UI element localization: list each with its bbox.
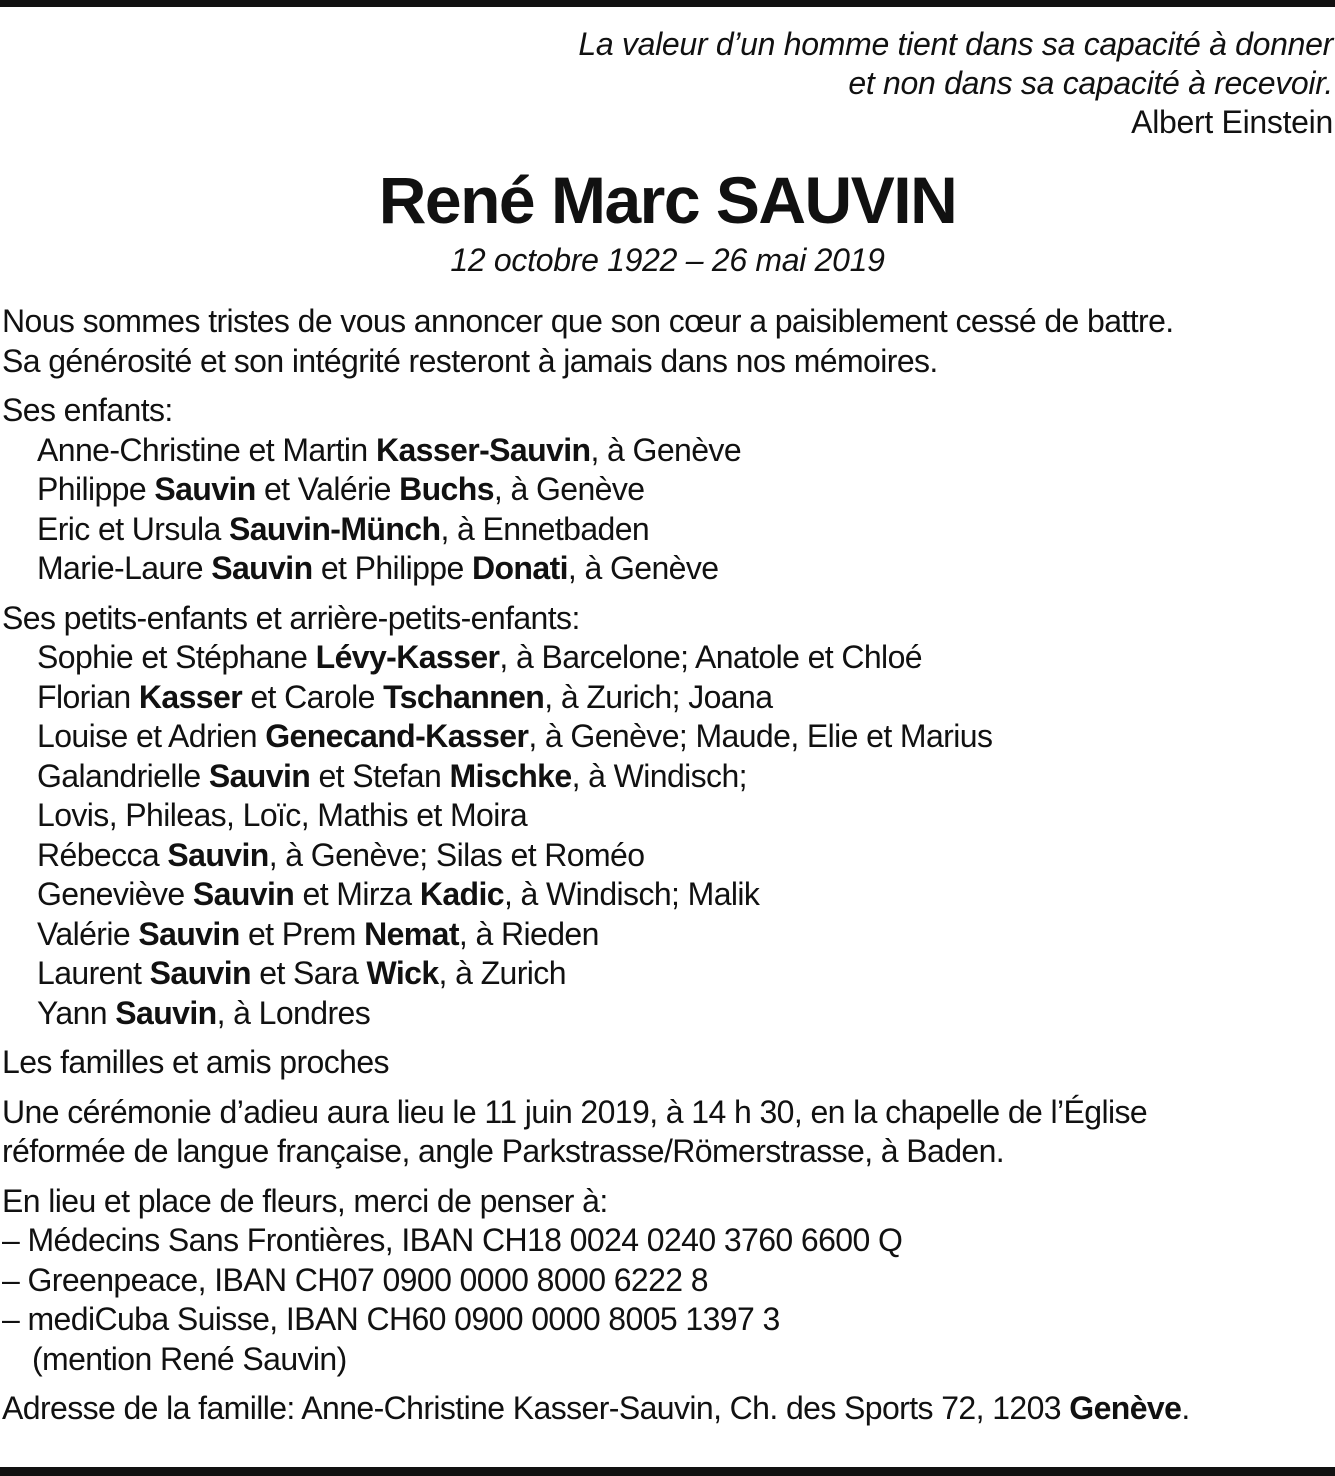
grandchild-entry: Valérie Sauvin et Prem Nemat, à Rieden [37, 915, 599, 952]
child-entry: Eric et Ursula Sauvin-Münch, à Ennetbaden [37, 510, 650, 547]
deceased-name: René Marc SAUVIN [378, 163, 957, 237]
grandchildren-heading: Ses petits-enfants et arrière-petits-enfants: [2, 599, 580, 636]
grandchild-entry: Rébecca Sauvin, à Genève; Silas et Roméo [37, 836, 645, 873]
quote-line-1: La valeur d’un homme tient dans sa capacité à donner [578, 26, 1333, 62]
grandchild-entry: Yann Sauvin, à Londres [37, 994, 371, 1031]
grandchildren-section [2, 599, 1335, 1034]
bottom-rule [0, 1467, 1335, 1476]
intro-paragraph [2, 302, 1335, 381]
donation-medicuba: – mediCuba Suisse, IBAN CH60 0900 0000 8005 1397 3 [2, 1301, 780, 1337]
families-paragraph [2, 1043, 1335, 1083]
children-section [2, 391, 1335, 589]
grandchild-entry: Florian Kasser et Carole Tschannen, à Zurich; Joana [37, 678, 773, 715]
address-paragraph [2, 1389, 1335, 1429]
quote-line-2: et non dans sa capacité à recevoir. [848, 65, 1333, 101]
child-entry: Anne-Christine et Martin Kasser-Sauvin, à Genève [37, 431, 742, 468]
ceremony-line-1: Une cérémonie d’adieu aura lieu le 11 juin 2019, à 14 h 30, en la chapelle de l’Église [2, 1093, 1148, 1130]
children-heading: Ses enfants: [2, 392, 173, 428]
child-entry: Marie-Laure Sauvin et Philippe Donati, à Genève [37, 550, 719, 586]
intro-line-2: Sa générosité et son intégrité resteront à jamais dans nos mémoires. [2, 342, 938, 379]
donation-greenpeace: – Greenpeace, IBAN CH07 0900 0000 8000 6222 8 [2, 1261, 708, 1298]
family-address: Adresse de la famille: Anne-Christine Kasser-Sauvin, Ch. des Sports 72, 1203 Genève. [2, 1390, 1190, 1426]
grandchild-entry: Louise et Adrien Genecand-Kasser, à Genève; Maude, Elie et Marius [37, 718, 993, 754]
families-line: Les familles et amis proches [2, 1044, 389, 1080]
grandchild-entry: Sophie et Stéphane Lévy-Kasser, à Barcelone; Anatole et Chloé [37, 639, 922, 675]
life-dates: 12 octobre 1922 – 26 mai 2019 [450, 242, 885, 278]
donations-paragraph [2, 1182, 1335, 1380]
ceremony-paragraph [2, 1093, 1335, 1172]
grandchild-entry: Lovis, Phileas, Loïc, Mathis et Moira [37, 797, 528, 833]
donation-msf: – Médecins Sans Frontières, IBAN CH18 0024 0240 3760 6600 Q [2, 1222, 903, 1258]
intro-line-1: Nous sommes tristes de vous annoncer que son cœur a paisiblement cessé de battre. [2, 303, 1174, 339]
donations-heading: En lieu et place de fleurs, merci de penser à: [2, 1182, 608, 1219]
epigraph-quote [578, 25, 1333, 142]
quote-author: Albert Einstein [1131, 104, 1333, 140]
grandchild-entry: Galandrielle Sauvin et Stefan Mischke, à Windisch; [37, 757, 747, 794]
child-entry: Philippe Sauvin et Valérie Buchs, à Genève [37, 471, 645, 507]
grandchild-entry: Laurent Sauvin et Sara Wick, à Zurich [37, 955, 566, 991]
top-rule [0, 0, 1335, 7]
ceremony-line-2: réformée de langue française, angle Parkstrasse/Römerstrasse, à Baden. [2, 1133, 1005, 1169]
grandchild-entry: Geneviève Sauvin et Mirza Kadic, à Windisch; Malik [37, 876, 760, 912]
notice-body [2, 302, 1335, 1439]
donation-mention: (mention René Sauvin) [32, 1340, 347, 1377]
